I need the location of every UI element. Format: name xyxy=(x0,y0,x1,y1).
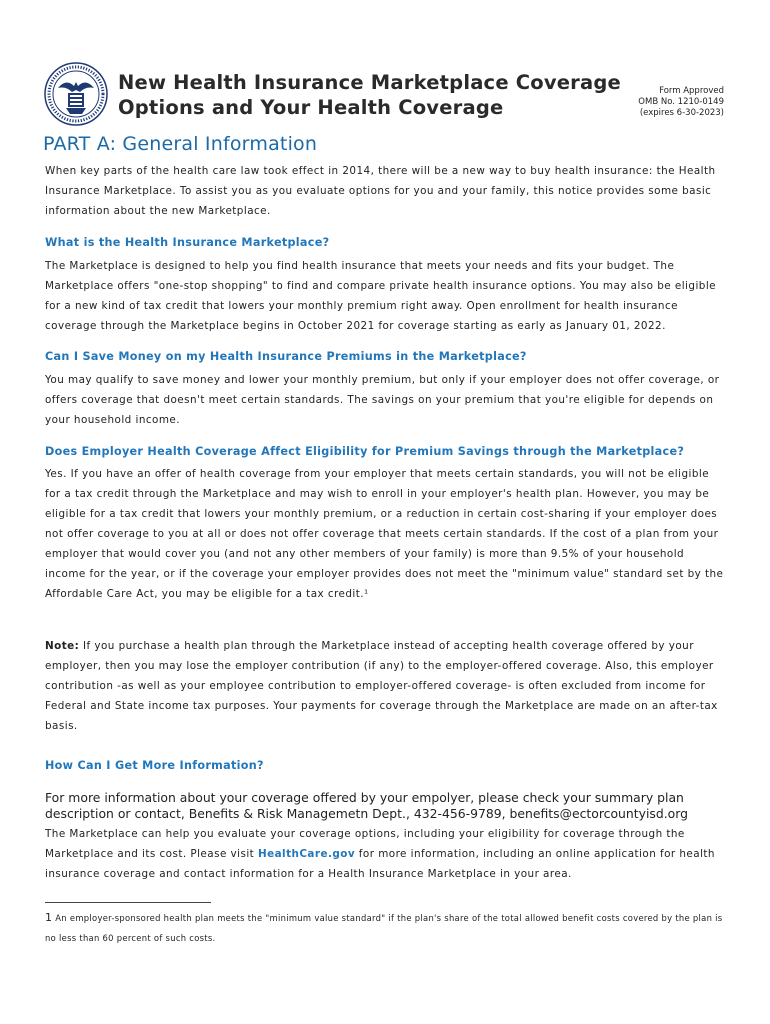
part-a-title: PART A: General Information xyxy=(43,133,318,155)
footnote-text: An employer-sponsored health plan meets the "minimum value standard" if the plan's share of the total allowed benefit costs covered by the plan is no less than 60 percent of such costs. xyxy=(45,913,723,943)
note-paragraph xyxy=(45,636,725,736)
note-label: Note: xyxy=(45,640,80,652)
more-info-body-end: for more information, including an online application for health insurance coverage and contact information for a Health Insurance Marketplace in your area. xyxy=(45,848,715,880)
footnote-divider xyxy=(45,902,211,903)
intro-paragraph: When key parts of the health care law took effect in 2014, there will be a new way to buy health insurance: the Health Insurance Marketplace. To assist you as you evaluate options for you and your family, this notice provides some basic information about the new Marketplace. xyxy=(45,165,716,217)
employer-coverage-body: Yes. If you have an offer of health coverage from your employer that meets certain standards, you will not be eligible for a tax credit through the Marketplace and may wish to enroll in your employer's health plan. However, you may be eligible for a tax credit that lowers your monthly premium, or a reduction in certain cost-sharing if your employer does not offer coverage to you at all or does not offer coverage that meets certain standards. If the cost of a plan from your employer that would cover you (and not any other members of your family) is more than 9.5% of your household income for the year, or if the coverage your employer provides does not meet the "minimum value" standard set by the Affordable Care Act, you may be eligible for a tax credit.¹ xyxy=(45,468,724,600)
omb-number: OMB No. 1210-0149 xyxy=(638,97,724,107)
more-info-body-start: The Marketplace can help you evaluate your coverage options, including your eligibility for coverage through the Marketplace and its cost. Please visit xyxy=(45,828,685,860)
more-info-heading: How Can I Get More Information? xyxy=(45,759,264,772)
more-info-body xyxy=(45,824,725,884)
footnote xyxy=(45,908,725,948)
save-money-body: You may qualify to save money and lower your monthly premium, but only if your employer does not offer coverage, or offers coverage that doesn't meet certain standards. The savings on your premium that you're eligible for depends on your household income. xyxy=(45,374,720,426)
employer-coverage-heading: Does Employer Health Coverage Affect Eligibility for Premium Savings through the Marketplace? xyxy=(45,445,685,458)
healthcare-gov-link[interactable]: HealthCare.gov xyxy=(257,848,356,860)
omb-expiration: (expires 6-30-2023) xyxy=(639,108,724,118)
what-is-marketplace-body: The Marketplace is designed to help you find health insurance that meets your needs and fits your budget. The Marketplace offers "one-stop shopping" to find and compare private health insurance options. You may also be eligible for a new kind of tax credit that lowers your monthly premium right away. Open enrollment for health insurance coverage through the Marketplace begins in October 2021 for coverage starting as early as January 01, 2022. xyxy=(45,260,717,332)
title-line-2: Options and Your Health Coverage xyxy=(118,96,504,119)
footnote-mark: 1 xyxy=(45,911,53,924)
document-title xyxy=(118,70,621,120)
form-approved-label: Form Approved xyxy=(659,86,724,96)
plan-contact-info: For more information about your coverage offered by your empolyer, please check your summary plan description or contact, Benefits & Risk Managemetn Dept., 432-456-9789, benefits@ectorcountyisd.org xyxy=(45,790,688,821)
department-of-labor-seal-icon xyxy=(44,62,108,126)
save-money-heading: Can I Save Money on my Health Insurance Premiums in the Marketplace? xyxy=(45,350,527,363)
what-is-marketplace-heading: What is the Health Insurance Marketplace? xyxy=(45,236,330,249)
note-body: If you purchase a health plan through the Marketplace instead of accepting health coverage offered by your employer, then you may lose the employer contribution (if any) to the employer-offered coverage. Also, this employer contribution -as well as your employee contribution to employer-offered coverage- is often excluded from income for Federal and State income tax purposes. Your payments for coverage through the Marketplace are made on an after-tax basis. xyxy=(45,640,718,732)
title-line-1: New Health Insurance Marketplace Coverage xyxy=(118,71,621,94)
omb-approval-block xyxy=(638,86,724,119)
